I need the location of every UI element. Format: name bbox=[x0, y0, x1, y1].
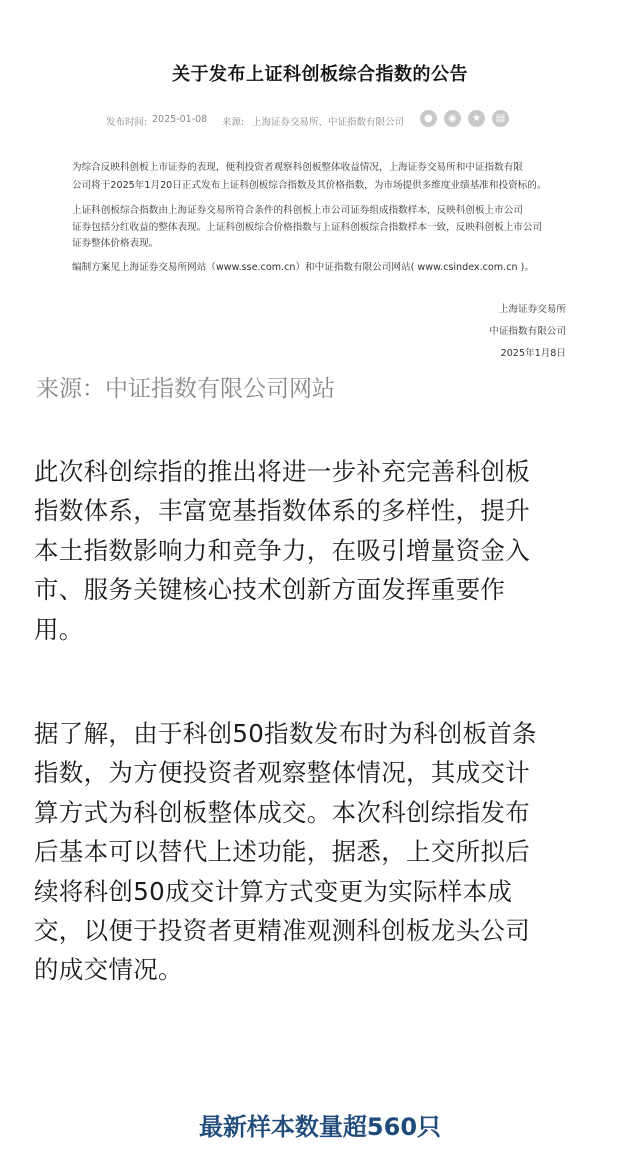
post-paragraph-1 bbox=[34, 452, 614, 649]
print-icon[interactable]: ▤ bbox=[492, 110, 509, 127]
source-value: 上海证券交易所、中证指数有限公司 bbox=[252, 117, 405, 128]
section-headline: 最新样本数量超560只 bbox=[198, 1113, 442, 1141]
qzone-icon[interactable]: ★ bbox=[468, 110, 485, 127]
paragraph-line: 指数，为方便投资者观察整体情况，其成交计 bbox=[34, 758, 530, 788]
paragraph-line: 此次科创综指的推出将进一步补充完善科创板 bbox=[34, 457, 530, 486]
announcement-screenshot bbox=[0, 0, 640, 368]
weibo-icon[interactable]: ◉ bbox=[444, 110, 461, 127]
paragraph-line: 后基本可以替代上述功能，据悉，上交所拟后 bbox=[34, 837, 530, 867]
date-label: 发布时间: bbox=[106, 117, 148, 128]
bottom-fade bbox=[490, 1128, 640, 1155]
paragraph-line: 算方式为科创板整体成交。本次科创综指发布 bbox=[34, 797, 530, 827]
notice-line: 证券包括分红收益的整体表现。上证科创板综合价格指数与上证科创板综合指数样本一致，反映科创板上市公司 bbox=[72, 222, 543, 233]
paragraph-line: 市、服务关键核心技术创新方面发挥重要作 bbox=[34, 575, 506, 605]
signature-csi: 中证指数有限公司 bbox=[489, 326, 566, 337]
wechat-icon[interactable]: ● bbox=[420, 110, 437, 127]
notice-line: 公司将于2025年1月20日正式发布上证科创板综合指数及其价格指数，为市场提供多维度业绩基准和投资标的。 bbox=[72, 180, 547, 191]
signature-sse: 上海证券交易所 bbox=[498, 304, 566, 315]
paragraph-line: 的成交情况。 bbox=[34, 955, 183, 985]
paragraph-line: 本土指数影响力和竞争力，在吸引增量资金入 bbox=[34, 535, 530, 565]
notice-line: 编制方案见上海证券交易所网站（www.sse.com.cn）和中证指数有限公司网站( www.csindex.com.cn )。 bbox=[72, 262, 534, 273]
paragraph-line: 据了解，由于科创50指数发布时为科创板首条 bbox=[34, 719, 537, 748]
paragraph-line: 指数体系，丰富宽基指数体系的多样性，提升 bbox=[34, 496, 530, 526]
paragraph-line: 续将科创50成交计算方式变更为实际样本成 bbox=[34, 876, 513, 906]
signature-date: 2025年1月8日 bbox=[500, 348, 566, 359]
paragraph-line: 用。 bbox=[34, 614, 84, 644]
source-label: 来源: bbox=[222, 117, 245, 128]
paragraph-line: 交，以便于投资者更精准观测科创板龙头公司 bbox=[34, 916, 530, 946]
notice-line: 证券整体价格表现。 bbox=[72, 238, 159, 249]
notice-line: 为综合反映科创板上市证券的表现，便利投资者观察科创板整体收益情况，上海证券交易所和中证指数有限 bbox=[72, 162, 523, 173]
publish-date: 2025-01-08 bbox=[152, 114, 208, 125]
announcement-title: 关于发布上证科创板综合指数的公告 bbox=[172, 64, 468, 85]
notice-line: 上证科创板综合指数由上海证券交易所符合条件的科创板上市公司证券组成指数样本，反映科创板上市公司 bbox=[72, 205, 523, 216]
post-source-line: 来源：中证指数有限公司网站 bbox=[36, 376, 335, 402]
post-paragraph-2 bbox=[34, 714, 614, 990]
announcement-meta bbox=[106, 112, 526, 130]
